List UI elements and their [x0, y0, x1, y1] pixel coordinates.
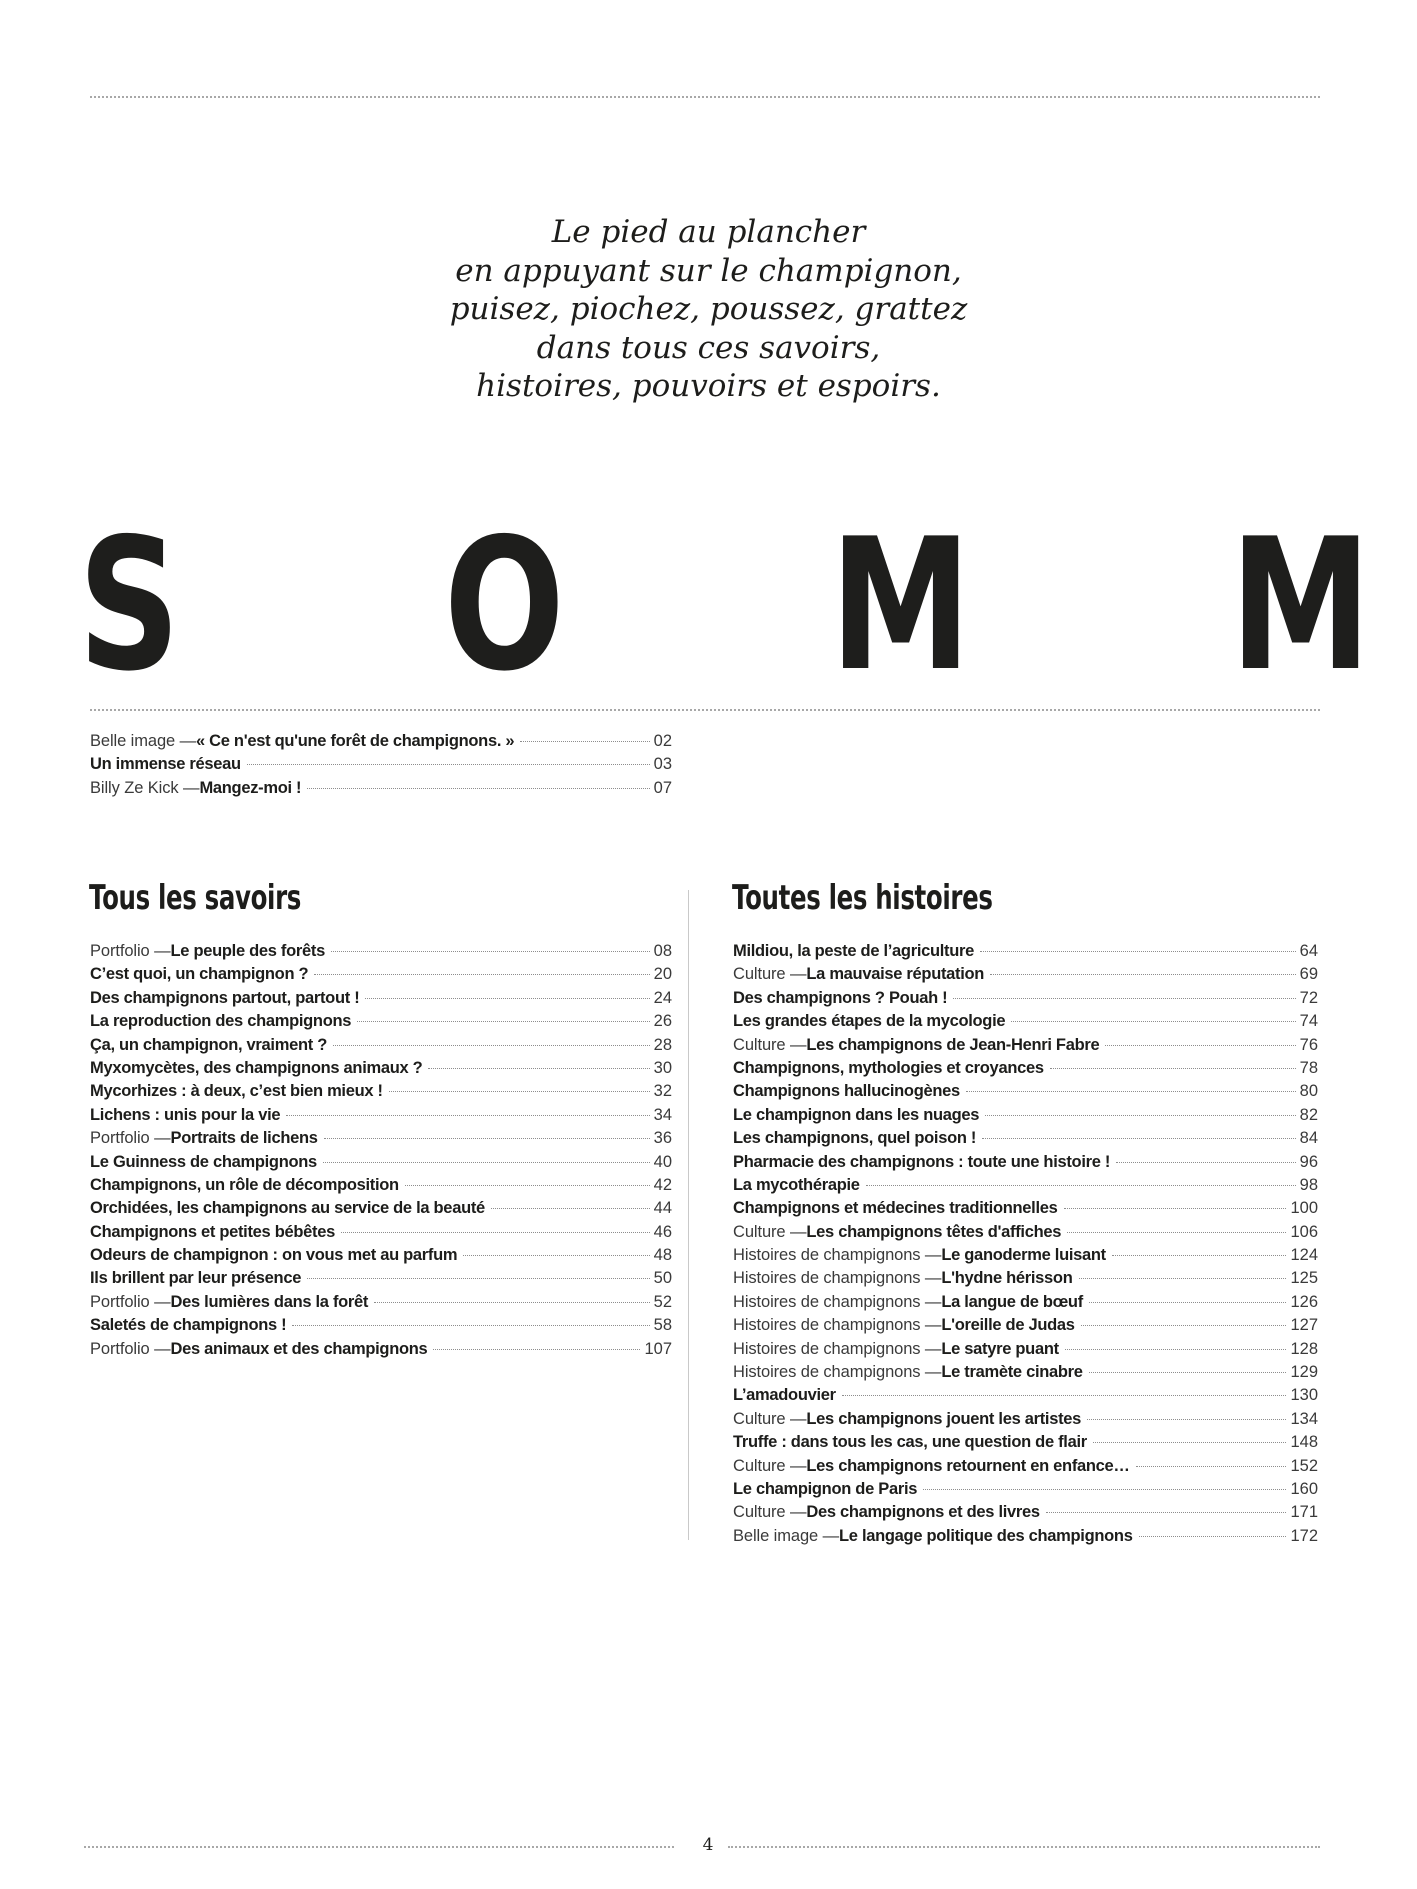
toc-entry-title: Des animaux et des champignons [170, 1339, 428, 1358]
dot-leader [286, 1115, 649, 1116]
toc-entry-page: 172 [1290, 1526, 1318, 1545]
dot-leader [1011, 1021, 1295, 1022]
page-number: 4 [698, 1834, 718, 1856]
toc-entry[interactable] [733, 963, 1318, 986]
toc-entry[interactable] [733, 1408, 1318, 1431]
toc-entry-title: Des champignons et des livres [806, 1503, 1040, 1522]
dot-leader [1079, 1278, 1287, 1279]
toc-entry[interactable] [90, 1221, 672, 1244]
toc-entry-title: L’amadouvier [733, 1386, 836, 1405]
title-letter-o: O [444, 499, 565, 711]
toc-entry-page: 20 [653, 965, 672, 984]
top-dotted-rule [90, 96, 1320, 98]
toc-entry-page: 148 [1290, 1433, 1318, 1452]
toc-entry-title: La langue de bœuf [941, 1292, 1083, 1311]
toc-entry-page: 02 [653, 732, 672, 750]
toc-entry-category: Culture — [733, 1503, 807, 1522]
dot-leader [428, 1068, 649, 1069]
toc-entry-title: Les champignons têtes d'affiches [806, 1222, 1062, 1241]
toc-entry-category: Culture — [733, 1222, 807, 1241]
dot-leader [333, 1045, 650, 1046]
toc-entry-title: Le satyre puant [941, 1339, 1059, 1358]
dot-leader [357, 1021, 649, 1022]
toc-entry[interactable] [90, 1314, 672, 1337]
toc-entry[interactable] [733, 1478, 1318, 1501]
toc-entry-page: 107 [644, 1339, 672, 1358]
dot-leader [966, 1091, 1296, 1092]
toc-entry-page: 78 [1299, 1058, 1318, 1077]
toc-entry-title: Le champignon dans les nuages [733, 1105, 980, 1124]
toc-entry[interactable] [733, 1291, 1318, 1314]
toc-entry-category: Histoires de champignons — [733, 1339, 942, 1358]
dot-leader [1116, 1162, 1296, 1163]
toc-entry[interactable] [733, 1525, 1318, 1548]
toc-entry-page: 26 [653, 1012, 672, 1031]
toc-entry-category: Histoires de champignons — [733, 1363, 942, 1382]
toc-entry-page: 129 [1290, 1363, 1318, 1382]
toc-entry-page: 74 [1299, 1012, 1318, 1031]
toc-entry[interactable] [733, 1455, 1318, 1478]
toc-entry-category: Portfolio — [90, 1129, 171, 1148]
toc-entry[interactable] [733, 1151, 1318, 1174]
savoirs-toc-list [90, 940, 672, 1361]
toc-entry-page: 171 [1290, 1503, 1318, 1522]
toc-entry[interactable] [90, 730, 672, 753]
dot-leader [491, 1208, 650, 1209]
dot-leader [953, 998, 1295, 999]
toc-entry-page: 124 [1290, 1246, 1318, 1265]
toc-entry-page: 32 [653, 1082, 672, 1101]
toc-entry[interactable] [90, 1057, 672, 1080]
toc-entry[interactable] [733, 1244, 1318, 1267]
toc-entry-title: Mildiou, la peste de l’agriculture [733, 942, 975, 960]
toc-entry[interactable] [733, 1174, 1318, 1197]
toc-entry-title: Ça, un champignon, vraiment ? [90, 1035, 327, 1054]
toc-entry-page: 152 [1290, 1456, 1318, 1475]
toc-entry[interactable] [90, 1244, 672, 1267]
section-heading-histoires: Toutes les histoires [732, 878, 993, 918]
dot-leader [1105, 1045, 1295, 1046]
toc-entry-page: 52 [653, 1292, 672, 1311]
intro-toc-list [90, 730, 672, 800]
toc-entry-title: « Ce n'est qu'une forêt de champignons. » [196, 732, 515, 750]
column-divider [688, 890, 689, 1540]
toc-entry-page: 08 [653, 942, 672, 960]
toc-entry-title: Orchidées, les champignons au service de la beauté [90, 1199, 485, 1218]
toc-entry-title: Le peuple des forêts [170, 942, 325, 960]
toc-entry[interactable] [90, 1267, 672, 1290]
toc-entry-page: 07 [653, 778, 672, 797]
toc-entry[interactable] [90, 1174, 672, 1197]
dot-leader [980, 951, 1296, 952]
toc-entry-page: 46 [653, 1222, 672, 1241]
toc-entry-title: Un immense réseau [90, 755, 241, 774]
dot-leader [405, 1185, 650, 1186]
dot-leader [1089, 1372, 1287, 1373]
epigraph-line: histoires, pouvoirs et espoirs. [476, 368, 941, 404]
toc-entry-title: Portraits de lichens [170, 1129, 318, 1148]
toc-entry-title: Les grandes étapes de la mycologie [733, 1012, 1006, 1031]
toc-entry-category: Culture — [733, 1409, 807, 1428]
toc-entry-category: Histoires de champignons — [733, 1246, 942, 1265]
toc-entry-page: 34 [653, 1105, 672, 1124]
toc-entry-page: 76 [1299, 1035, 1318, 1054]
toc-entry[interactable] [733, 1057, 1318, 1080]
toc-entry-title: La mycothérapie [733, 1175, 860, 1194]
dot-leader [1087, 1419, 1286, 1420]
toc-entry-page: 30 [653, 1058, 672, 1077]
toc-entry-title: Lichens : unis pour la vie [90, 1105, 281, 1124]
dot-leader [1081, 1325, 1287, 1326]
toc-entry[interactable] [90, 1338, 672, 1361]
toc-entry[interactable] [733, 1384, 1318, 1407]
footer-dotted-rule-left [84, 1846, 674, 1848]
toc-entry[interactable] [90, 1034, 672, 1057]
toc-entry-category: Histoires de champignons — [733, 1316, 942, 1335]
dot-leader [323, 1162, 650, 1163]
toc-entry-category: Portfolio — [90, 1292, 171, 1311]
toc-entry[interactable] [733, 1267, 1318, 1290]
title-letter-s: S [78, 499, 181, 711]
toc-entry[interactable] [733, 1127, 1318, 1150]
toc-entry-page: 42 [653, 1175, 672, 1194]
toc-entry-category: Culture — [733, 1035, 807, 1054]
toc-entry-title: Myxomycètes, des champignons animaux ? [90, 1058, 423, 1077]
toc-entry-title: Pharmacie des champignons : toute une histoire ! [733, 1152, 1111, 1171]
toc-entry-page: 48 [653, 1246, 672, 1265]
toc-entry-title: C’est quoi, un champignon ? [90, 965, 309, 984]
toc-entry[interactable] [90, 777, 672, 800]
toc-entry-title: Mangez-moi ! [199, 778, 302, 797]
toc-entry[interactable] [733, 1431, 1318, 1454]
toc-entry-page: 72 [1299, 988, 1318, 1007]
dot-leader [247, 764, 650, 765]
histoires-toc-list [733, 940, 1318, 1548]
dot-leader [307, 1278, 650, 1279]
toc-entry-page: 80 [1299, 1082, 1318, 1101]
dot-leader [331, 951, 650, 952]
dot-leader [463, 1255, 649, 1256]
toc-entry-category: Histoires de champignons — [733, 1292, 942, 1311]
toc-entry-title: Le ganoderme luisant [941, 1246, 1106, 1265]
dot-leader [520, 741, 649, 742]
toc-entry-category: Billy Ze Kick — [90, 778, 200, 797]
toc-entry-page: 84 [1299, 1129, 1318, 1148]
toc-entry-page: 58 [653, 1316, 672, 1335]
toc-entry[interactable] [733, 1361, 1318, 1384]
toc-entry-category: Belle image — [90, 732, 196, 750]
dot-leader [1046, 1512, 1287, 1513]
toc-entry[interactable] [733, 1338, 1318, 1361]
toc-entry-title: L'oreille de Judas [941, 1316, 1075, 1335]
toc-entry-title: Odeurs de champignon : on vous met au parfum [90, 1246, 458, 1265]
toc-entry[interactable] [90, 1104, 672, 1127]
toc-entry[interactable] [90, 1291, 672, 1314]
toc-entry[interactable] [733, 940, 1318, 963]
dot-leader [842, 1395, 1287, 1396]
toc-entry-title: Des lumières dans la forêt [170, 1292, 369, 1311]
toc-entry-title: La reproduction des champignons [90, 1012, 352, 1031]
toc-entry-page: 40 [653, 1152, 672, 1171]
toc-entry[interactable] [90, 1151, 672, 1174]
toc-entry-title: Ils brillent par leur présence [90, 1269, 302, 1288]
toc-entry-page: 96 [1299, 1152, 1318, 1171]
toc-entry-page: 127 [1290, 1316, 1318, 1335]
epigraph-line: en appuyant sur le champignon, [455, 252, 962, 289]
dot-leader [1067, 1232, 1286, 1233]
toc-entry-title: Le tramète cinabre [941, 1363, 1083, 1382]
toc-entry-title: Champignons, un rôle de décomposition [90, 1175, 399, 1194]
toc-entry-page: 100 [1290, 1199, 1318, 1218]
toc-entry-title: L'hydne hérisson [941, 1269, 1073, 1288]
toc-entry[interactable] [90, 940, 672, 963]
dot-leader [389, 1091, 650, 1092]
toc-entry-page: 36 [653, 1129, 672, 1148]
toc-entry-title: Champignons, mythologies et croyances [733, 1058, 1044, 1077]
toc-entry-page: 130 [1290, 1386, 1318, 1405]
dot-leader [923, 1489, 1286, 1490]
toc-entry-title: Des champignons ? Pouah ! [733, 988, 948, 1007]
toc-entry-page: 64 [1299, 942, 1318, 960]
dot-leader [866, 1185, 1296, 1186]
toc-entry[interactable] [733, 1314, 1318, 1337]
dot-leader [1112, 1255, 1287, 1256]
dot-leader [1065, 1349, 1287, 1350]
dot-leader [1050, 1068, 1296, 1069]
toc-entry-title: La mauvaise réputation [806, 965, 985, 984]
toc-entry[interactable] [90, 1080, 672, 1103]
toc-entry-title: Les champignons retournent en enfance… [806, 1456, 1130, 1475]
epigraph-line: dans tous ces savoirs, [536, 329, 881, 366]
toc-entry-category: Culture — [733, 965, 807, 984]
epigraph-line: Le pied au plancher [551, 214, 866, 250]
toc-entry[interactable] [733, 1104, 1318, 1127]
dot-leader [365, 998, 649, 999]
toc-entry-page: 98 [1299, 1175, 1318, 1194]
dot-leader [314, 974, 649, 975]
epigraph-line: puisez, piochez, poussez, grattez [449, 291, 968, 327]
toc-entry[interactable] [90, 1010, 672, 1033]
dot-leader [1139, 1536, 1287, 1537]
dot-leader [324, 1138, 650, 1139]
section-dotted-rule [90, 709, 1320, 711]
toc-entry-title: Le Guinness de champignons [90, 1152, 317, 1171]
toc-entry-title: Les champignons, quel poison ! [733, 1129, 977, 1148]
toc-entry-page: 128 [1290, 1339, 1318, 1358]
toc-entry[interactable] [90, 963, 672, 986]
toc-entry[interactable] [90, 1197, 672, 1220]
toc-entry[interactable] [90, 1127, 672, 1150]
toc-entry-page: 82 [1299, 1105, 1318, 1124]
dot-leader [292, 1325, 649, 1326]
toc-entry-page: 125 [1290, 1269, 1318, 1288]
toc-entry-title: Le champignon de Paris [733, 1479, 918, 1498]
section-heading-savoirs: Tous les savoirs [89, 878, 302, 918]
toc-entry-title: Des champignons partout, partout ! [90, 988, 360, 1007]
toc-entry[interactable] [733, 1010, 1318, 1033]
toc-entry-page: 134 [1290, 1409, 1318, 1428]
toc-entry-page: 03 [653, 755, 672, 774]
toc-entry[interactable] [733, 1080, 1318, 1103]
toc-entry-title: Champignons et médecines traditionnelles [733, 1199, 1058, 1218]
toc-entry[interactable] [733, 1501, 1318, 1524]
title-letter-m: M [830, 499, 972, 711]
toc-entry-page: 69 [1299, 965, 1318, 984]
toc-entry[interactable] [733, 1221, 1318, 1244]
toc-entry-page: 24 [653, 988, 672, 1007]
dot-leader [374, 1302, 650, 1303]
epigraph [0, 213, 1417, 406]
dot-leader [1089, 1302, 1287, 1303]
footer-dotted-rule-right [728, 1846, 1320, 1848]
toc-entry[interactable] [733, 987, 1318, 1010]
toc-entry[interactable] [733, 1197, 1318, 1220]
toc-entry-title: Champignons hallucinogènes [733, 1082, 960, 1101]
toc-entry-page: 28 [653, 1035, 672, 1054]
toc-entry-title: Mycorhizes : à deux, c’est bien mieux ! [90, 1082, 383, 1101]
toc-entry-title: Champignons et petites bébêtes [90, 1222, 335, 1241]
dot-leader [990, 974, 1296, 975]
dot-leader [982, 1138, 1296, 1139]
toc-entry-title: Saletés de champignons ! [90, 1316, 287, 1335]
dot-leader [1136, 1466, 1287, 1467]
toc-entry-title: Le langage politique des champignons [839, 1526, 1133, 1545]
dot-leader [985, 1115, 1295, 1116]
toc-entry-category: Histoires de champignons — [733, 1269, 942, 1288]
toc-entry-title: Les champignons de Jean-Henri Fabre [806, 1035, 1100, 1054]
toc-entry-category: Belle image — [733, 1526, 839, 1545]
dot-leader [307, 788, 649, 789]
toc-entry[interactable] [90, 753, 672, 776]
dot-leader [1064, 1208, 1287, 1209]
toc-entry-category: Portfolio — [90, 942, 171, 960]
toc-entry-page: 44 [653, 1199, 672, 1218]
toc-entry[interactable] [90, 987, 672, 1010]
toc-entry[interactable] [733, 1034, 1318, 1057]
toc-entry-title: Les champignons jouent les artistes [806, 1409, 1082, 1428]
toc-entry-title: Truffe : dans tous les cas, une question de flair [733, 1433, 1087, 1452]
dot-leader [1093, 1442, 1287, 1443]
toc-entry-category: Portfolio — [90, 1339, 171, 1358]
dot-leader [433, 1349, 640, 1350]
toc-entry-category: Culture — [733, 1456, 807, 1475]
toc-entry-page: 160 [1290, 1479, 1318, 1498]
toc-entry-page: 106 [1290, 1222, 1318, 1241]
toc-entry-page: 50 [653, 1269, 672, 1288]
toc-entry-page: 126 [1290, 1292, 1318, 1311]
title-letter-m: M [1230, 499, 1372, 711]
dot-leader [341, 1232, 650, 1233]
